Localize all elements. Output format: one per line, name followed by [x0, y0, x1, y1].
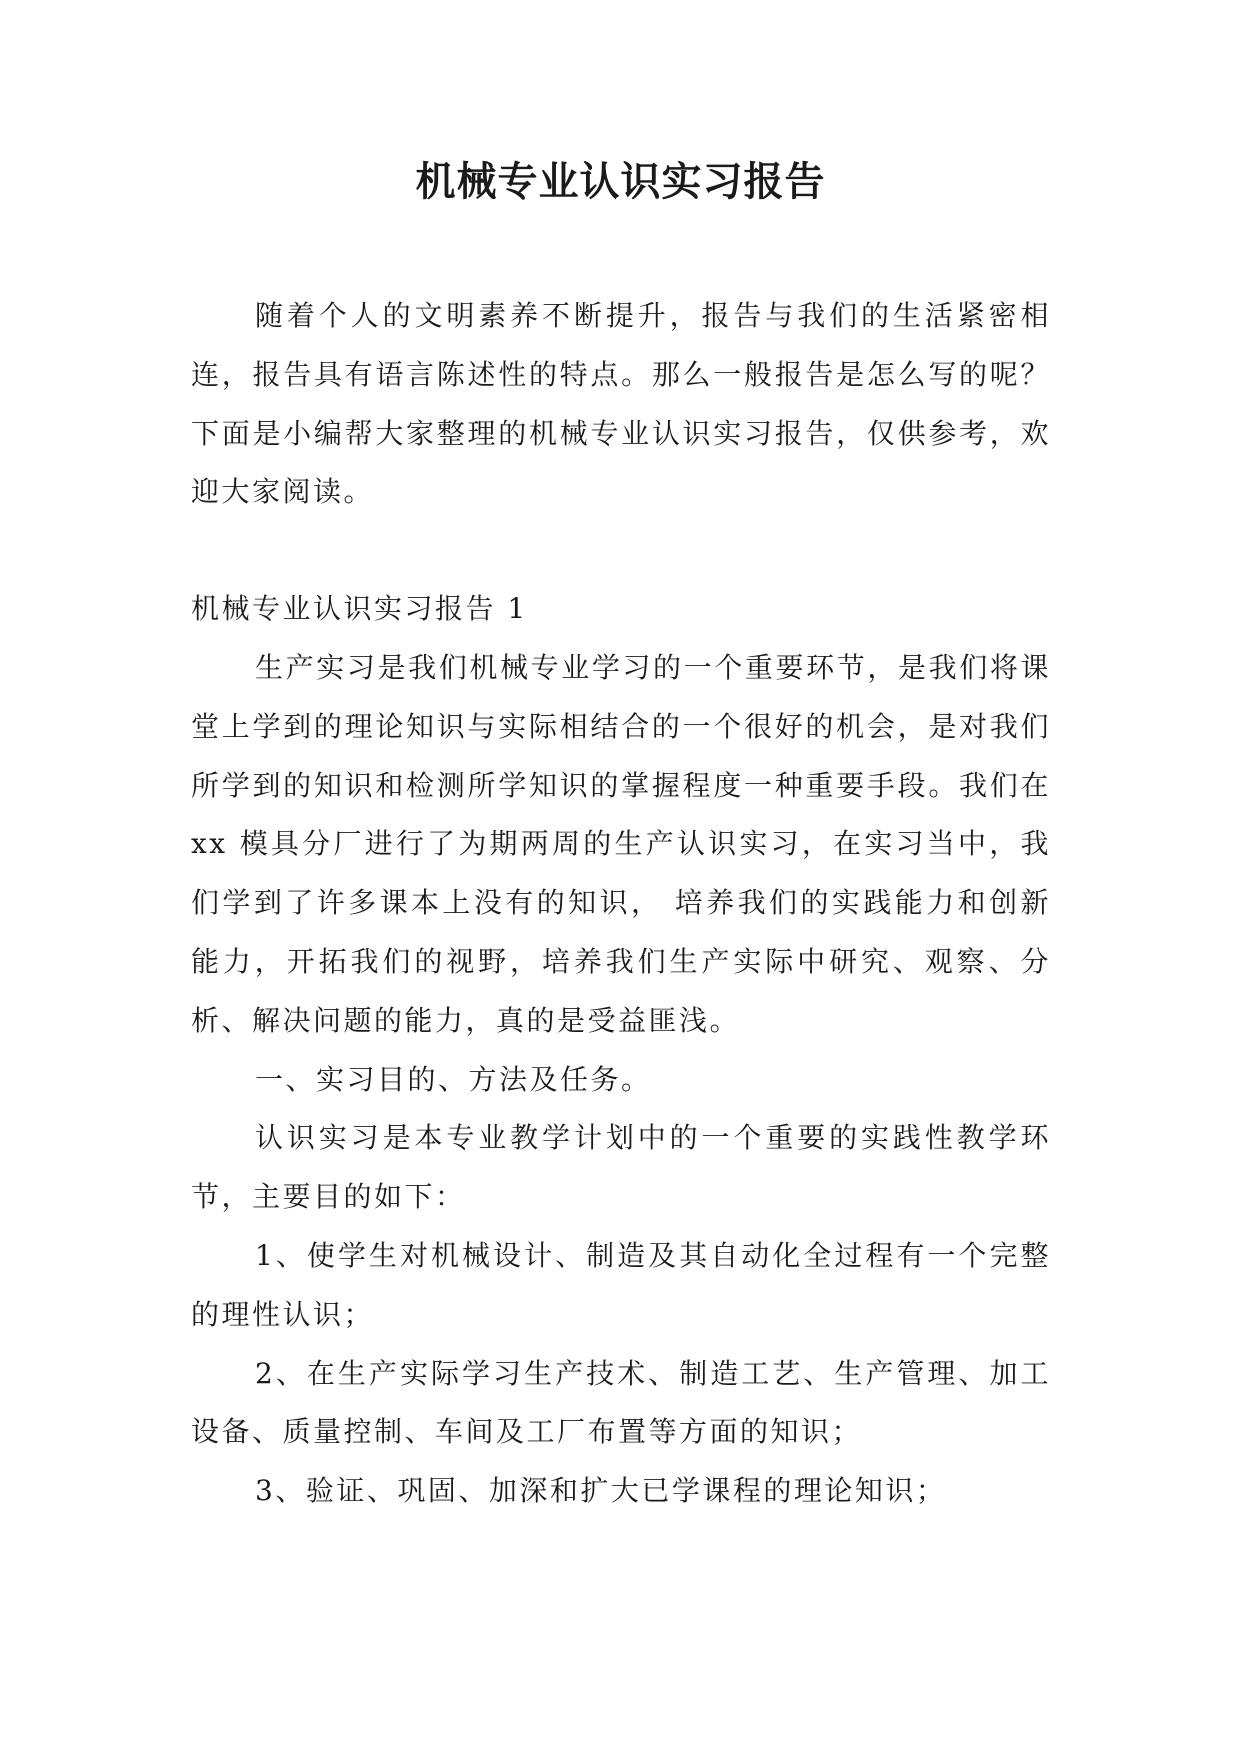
section-heading: 机械专业认识实习报告 1: [191, 592, 528, 626]
body-paragraph: 1、使学生对机械设计、制造及其自动化全过程有一个完整的理性认识；: [191, 1238, 1051, 1331]
body-paragraph: 2、在生产实际学习生产技术、制造工艺、生产管理、加工设备、质量控制、车间及工厂布置等方面的知识；: [191, 1356, 1051, 1449]
paragraph-gap: [191, 522, 1051, 580]
body-paragraph: 一、实习目的、方法及任务。: [255, 1062, 652, 1096]
document-body: [191, 287, 1051, 1521]
intro-paragraph: 随着个人的文明素养不断提升，报告与我们的生活紧密相连，报告具有语言陈述性的特点。那么一般报告是怎么写的呢？下面是小编帮大家整理的机械专业认识实习报告，仅供参考，欢迎大家阅读。: [191, 299, 1051, 509]
body-paragraph: 生产实习是我们机械专业学习的一个重要环节，是我们将课堂上学到的理论知识与实际相结合的一个很好的机会，是对我们所学到的知识和检测所学知识的掌握程度一种重要手段。我们在 xx 模具分厂进行了为期两周的生产认识实习，在实习当中，我们学到了许多课本上没有的知识， 培养我们的实践能力和创新能力，开拓我们的视野，培养我们生产实际中研究、观察、分析、解决问题的能力，真的是受益匪浅。: [191, 650, 1051, 1037]
body-paragraph: 3、验证、巩固、加深和扩大已学课程的理论知识；: [255, 1474, 947, 1508]
body-paragraph: 认识实习是本专业教学计划中的一个重要的实践性教学环节，主要目的如下：: [191, 1121, 1051, 1214]
document-title: 机械专业认识实习报告: [415, 158, 826, 205]
